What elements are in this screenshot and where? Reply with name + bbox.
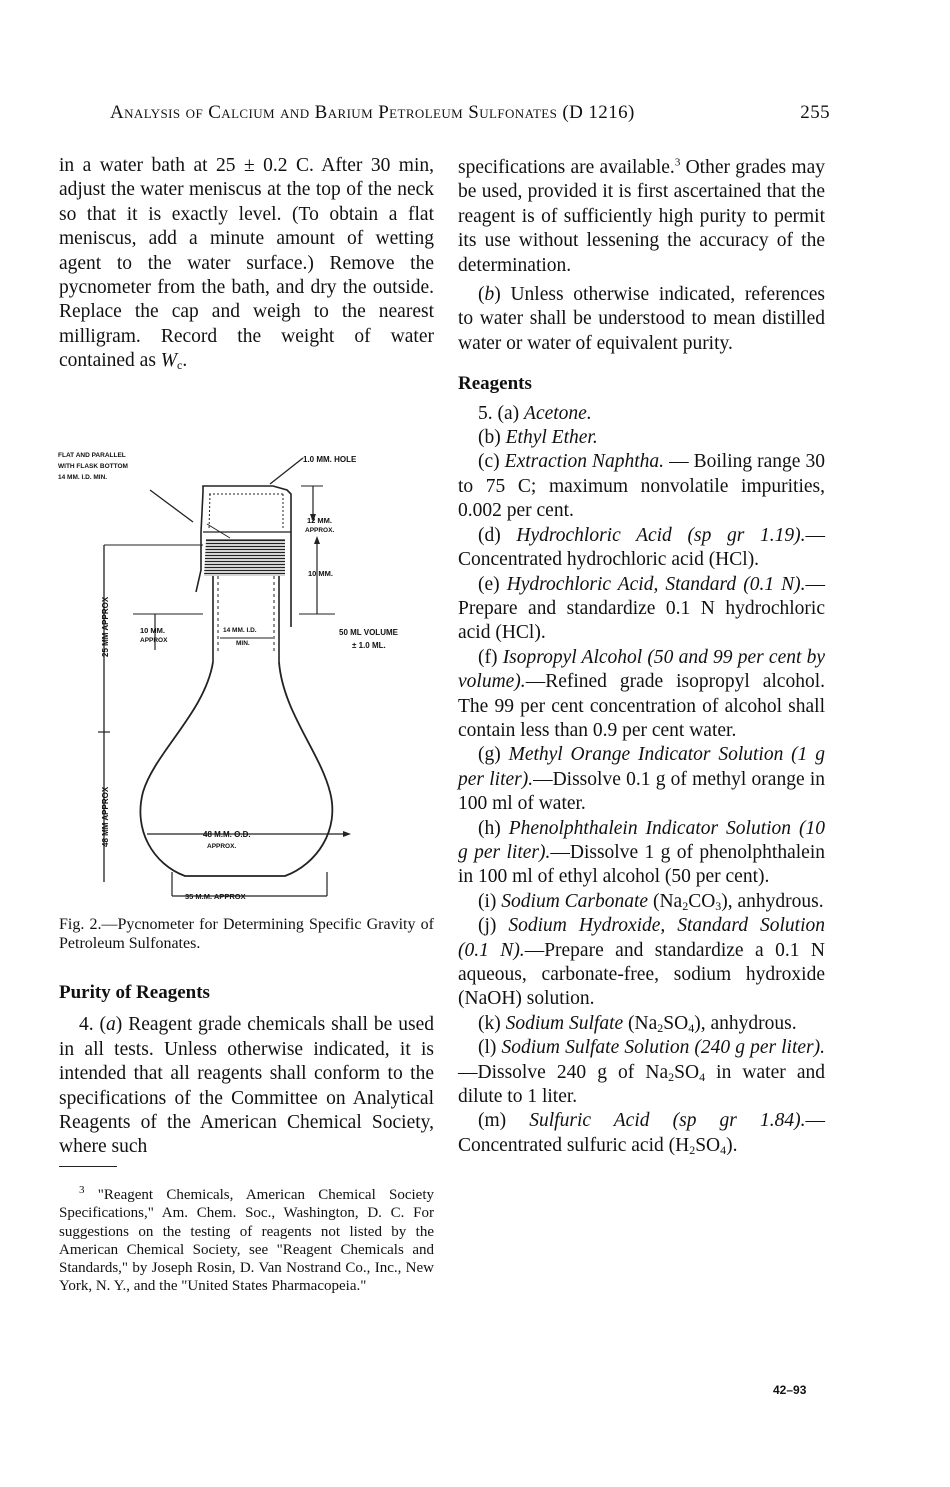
- paragraph-specifications: specifications are available.$^3$ Other grades may be used, provided it is first ascertained that the reagent is of sufficiently high purity to permit its use without lessening the accuracy of the determination.: [458, 156, 825, 276]
- label-35mm: 35 M.M. APPROX: [185, 892, 246, 901]
- left-column: [59, 154, 434, 374]
- label-25mm: 25 MM APPROX: [101, 596, 110, 657]
- reagent-g: (g) Methyl Orange Indicator Solution (1 g per liter).—Dissolve 0.1 g of methyl orange in 100 ml of water.: [458, 744, 825, 815]
- page-mark: 42–93: [773, 1383, 807, 1397]
- flask-bulb: [140, 662, 332, 876]
- label-48mm-vertical: 48 MM APPROX: [101, 786, 110, 847]
- pycnometer-diagram: [55, 452, 440, 908]
- label-12mm: 12 MM.: [307, 516, 333, 525]
- label-hole: 1.0 MM. HOLE: [303, 455, 357, 464]
- reagent-l: (l) Sodium Sulfate Solution (240 g per liter).—Dissolve 240 g of $Na_2SO_4$ in water and dilute to 1 liter.: [458, 1037, 826, 1108]
- reagent-i: (i) Sodium Carbonate $(Na_2CO_3)$, anhydrous.: [478, 890, 824, 913]
- reagent-h: (h) Phenolphthalein Indicator Solution (10 g per liter).—Dissolve 1 g of phenolphthalein in 100 ml of ethyl alcohol (50 per cent).: [458, 817, 825, 888]
- label-50ml: 50 ML VOLUME: [339, 628, 398, 637]
- reagent-c: (c) Extraction Naphtha. — Boiling range 30 to 75 C; maximum nonvolatile impurities, 0.002 per cent.: [458, 451, 825, 522]
- ground-glass-joint: [204, 540, 285, 576]
- heading-reagents: Reagents: [458, 373, 532, 395]
- reagent-j: (j) Sodium Hydroxide, Standard Solution (0.1 N).—Prepare and standardize a 0.1 N aqueous, carbonate-free, sodium hydroxide (NaOH) solution.: [458, 915, 825, 1010]
- label-10mm-right: 10 MM.: [308, 569, 334, 578]
- reagent-d: (d) Hydrochloric Acid (sp gr 1.19).—Concentrated hydrochloric acid (HCl).: [458, 524, 825, 571]
- right-column: [458, 156, 825, 1158]
- label-id-min: 14 MM. I.D. MIN.: [58, 474, 108, 481]
- label-48od: 48 M.M. O.D.: [203, 830, 251, 839]
- running-header: [110, 102, 830, 124]
- label-14min: MIN.: [236, 640, 250, 647]
- paragraph-4a: 4. (a) Reagent grade chemicals shall be used in all tests. Unless otherwise indicated, it is intended that all reagents shall conform to the specifications of the Committee on Analytical Reagents of the American Chemical Society, where such: [59, 1014, 434, 1158]
- leader-flat: [150, 490, 193, 522]
- label-tolerance: ± 1.0 ML.: [352, 641, 386, 650]
- cap-left-wall: [196, 492, 203, 592]
- purity-section: [59, 981, 434, 1160]
- pycnometer-figure: [55, 452, 440, 908]
- label-with: WITH FLASK BOTTOM: [58, 463, 128, 470]
- paragraph-4b: (b) Unless otherwise indicated, references to water shall be understood to mean distilled water or water of equivalent purity.: [458, 284, 825, 354]
- footnote-rule: [59, 1166, 117, 1167]
- header-title: Analysis of Calcium and Barium Petroleum Sulfonates (D 1216): [110, 102, 635, 123]
- page-number: 255: [800, 102, 830, 123]
- label-10mm-left: 10 MM.: [140, 626, 166, 635]
- reagent-k: (k) Sodium Sulfate $(Na_2SO_4)$, anhydrous.: [478, 1012, 797, 1035]
- reagent-m: (m) Sulfuric Acid (sp gr 1.84).—Concentrated sulfuric acid $(H_2SO_4)$.: [458, 1110, 825, 1157]
- label-48approx: APPROX.: [207, 843, 237, 850]
- paragraph-water-bath: in a water bath at 25 ± 0.2 C. After 30 min, adjust the water meniscus at the top of the neck so that it is exactly level. (To obtain a flat meniscus, add a minute amount of wetting agent to the water surface.) Remove the pycnometer from the bath, and dry the outside. Replace the cap and weigh to the nearest milligram. Record the weight of water contained as $W_c$.: [59, 155, 434, 373]
- reagent-a: 5. (a) Acetone.: [478, 402, 592, 424]
- reagent-f: (f) Isopropyl Alcohol (50 and 99 per cent by volume).—Refined grade isopropyl alcohol. The 99 per cent concentration of alcohol shall contain less than 0.9 per cent water.: [458, 646, 825, 741]
- figure-caption: Fig. 2.—Pycnometer for Determining Specific Gravity of Petroleum Sulfonates.: [59, 916, 434, 952]
- footnote: $^3$ "Reagent Chemicals, American Chemical Society Specifications," Am. Chem. Soc., Washington, D. C. For suggestions on the testing of reagents not listed by the American Chemical Society, see "Reagent Chemicals and Standards," by Joseph Rosin, D. Van Nostrand Co., Inc., New York, N. Y., and the "United States Pharmacopeia.": [59, 1184, 434, 1295]
- variable-w: W: [160, 350, 178, 372]
- label-14mm-id: 14 MM. I.D.: [223, 627, 257, 634]
- label-flat: FLAT AND PARALLEL: [58, 452, 126, 459]
- heading-purity: Purity of Reagents: [59, 982, 210, 1003]
- label-12approx: APPROX.: [305, 527, 335, 534]
- leader-hole: [270, 458, 303, 484]
- reagent-b: (b) Ethyl Ether.: [478, 427, 598, 449]
- label-10approx: APPROX: [140, 637, 168, 644]
- reagent-e: (e) Hydrochloric Acid, Standard (0.1 N).—Prepare and standardize 0.1 N hydrochloric acid (HCl).: [458, 573, 825, 644]
